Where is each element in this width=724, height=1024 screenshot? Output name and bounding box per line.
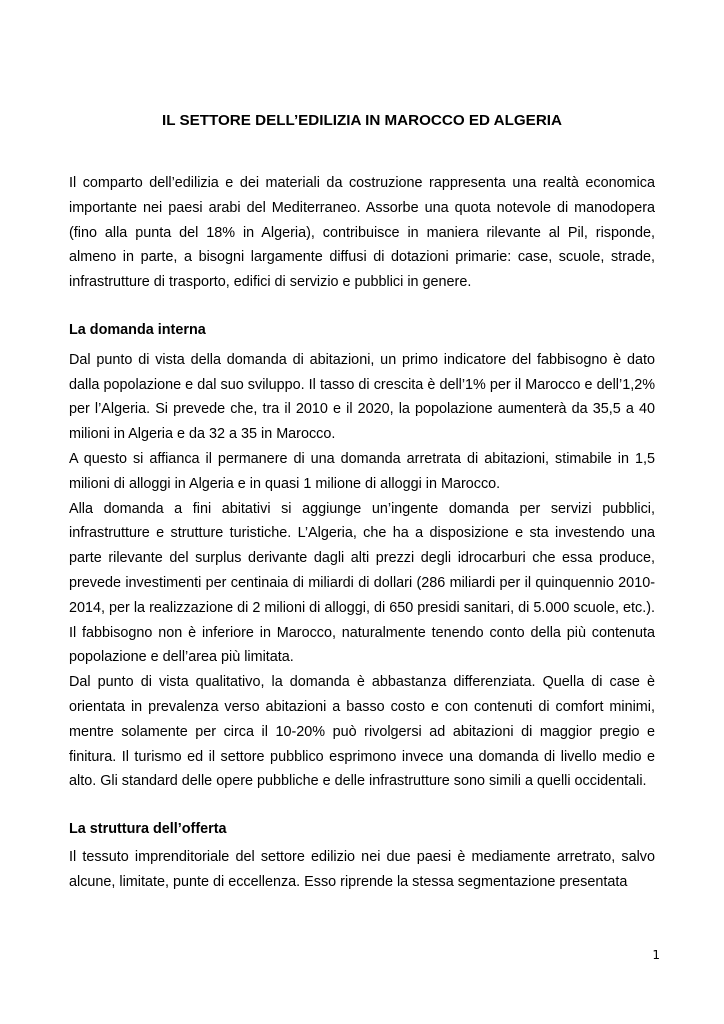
offerta-paragraph-1: Il tessuto imprenditoriale del settore edilizio nei due paesi è mediamente arretrato, salvo alcune, limitate, punte di eccellenza. Esso riprende la stessa segmentazione presentata <box>69 848 655 890</box>
domanda-paragraph-1: Dal punto di vista della domanda di abitazioni, un primo indicatore del fabbisogno è dato dalla popolazione e dal suo sviluppo. Il tasso di crescita è dell’1% per il Marocco e dell’1,2% per l’Algeria. Si prevede che, tra il 2010 e il 2020, la popolazione aumenterà da 35,5 a 40 milioni in Algeria e da 32 a 35 in Marocco. <box>69 351 655 443</box>
section-heading-struttura-offerta: La struttura dell’offerta <box>69 821 227 838</box>
document-body <box>69 171 655 895</box>
document-title: IL SETTORE DELL’EDILIZIA IN MAROCCO ED ALGERIA <box>162 112 562 129</box>
spacer <box>69 794 655 817</box>
spacer <box>69 295 655 318</box>
domanda-paragraph-3: Alla domanda a fini abitativi si aggiunge un’ingente domanda per servizi pubblici, infrastrutture e strutture turistiche. L’Algeria, che ha a disposizione e sta investendo una parte rilevante del surplus derivante dagli alti prezzi degli idrocarburi che essa produce, prevede investimenti per centinaia di miliardi di dollari (286 miliardi per il quinquennio 2010-2014, per la realizzazione di 2 milioni di alloggi, di 650 presidi sanitari, di 5.000 scuole, etc.). Il fabbisogno non è inferiore in Marocco, naturalmente tenendo conto della più contenuta popolazione e dell’area più limitata. <box>69 500 655 666</box>
intro-paragraph: Il comparto dell’edilizia e dei materiali da costruzione rappresenta una realtà economica importante nei paesi arabi del Mediterraneo. Assorbe una quota notevole di manodopera (fino alla punta del 18% in Algeria), contribuisce in maniera rilevante al Pil, risponde, almeno in parte, a bisogni largamente diffusi di dotazioni primarie: case, scuole, strade, infrastrutture di trasporto, edifici di servizio e pubblici in genere. <box>69 175 655 291</box>
page-number: 1 <box>652 948 660 962</box>
section-heading-domanda-interna: La domanda interna <box>69 321 206 338</box>
domanda-paragraph-2: A questo si affianca il permanere di una domanda arretrata di abitazioni, stimabile in 1,5 milioni di alloggi in Algeria e in quasi 1 milione di alloggi in Marocco. <box>69 450 655 492</box>
domanda-paragraph-4: Dal punto di vista qualitativo, la domanda è abbastanza differenziata. Quella di case è orientata in prevalenza verso abitazioni a basso costo e con contenuti di comfort minimi, mentre solamente per circa il 10-20% può rivolgersi ad abitazioni di maggior pregio e finitura. Il turismo ed il settore pubblico esprimono invece una domanda di livello medio e alto. Gli standard delle opere pubbliche e delle infrastrutture sono simili a quelli occidentali. <box>69 674 655 790</box>
